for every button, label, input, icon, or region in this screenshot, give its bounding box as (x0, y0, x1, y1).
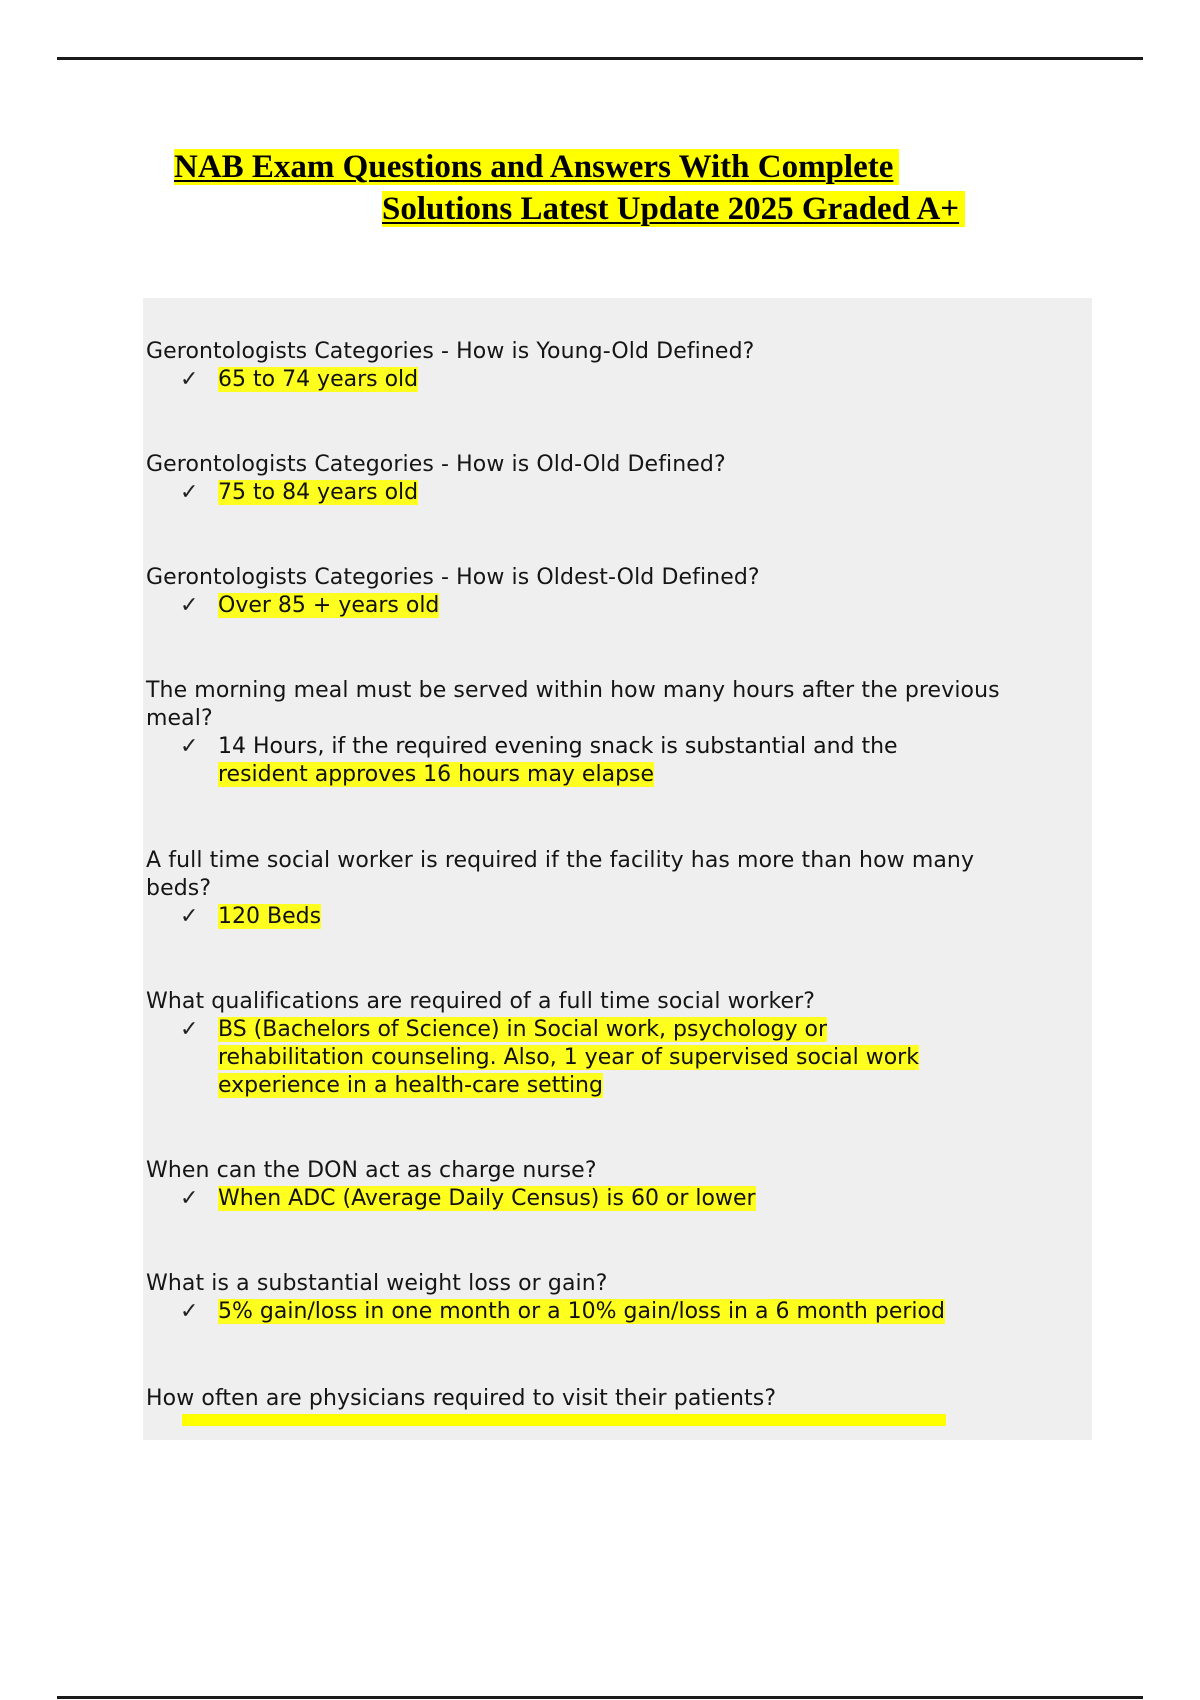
answer-line: experience in a health-care setting (218, 1073, 603, 1098)
qa-item (146, 1385, 1076, 1413)
answer (146, 733, 1076, 789)
question: Gerontologists Categories - How is Old-Old Defined? (146, 452, 726, 477)
question: Gerontologists Categories - How is Young-Old Defined? (146, 339, 755, 364)
qa-item (146, 1270, 1076, 1326)
bottom-rule (57, 1696, 1143, 1699)
question-line: The morning meal must be served within how many hours after the previous (146, 678, 1000, 703)
qa-item (146, 1157, 1076, 1213)
answer (146, 479, 1076, 507)
question: What is a substantial weight loss or gain? (146, 1271, 608, 1296)
answer-line: resident approves 16 hours may elapse (218, 762, 655, 787)
answer-line: 14 Hours, if the required evening snack is substantial and the (218, 734, 898, 759)
question (146, 677, 1076, 733)
qa-item (146, 988, 1076, 1100)
checkmark-icon: ✓ (180, 1299, 199, 1324)
checkmark-icon: ✓ (180, 367, 199, 392)
answer-text: Over 85 + years old (218, 593, 440, 618)
question: Gerontologists Categories - How is Oldest-Old Defined? (146, 565, 760, 590)
question: When can the DON act as charge nurse? (146, 1158, 597, 1183)
answer-text: When ADC (Average Daily Census) is 60 or lower (218, 1186, 756, 1211)
answer-text: 75 to 84 years old (218, 480, 419, 505)
qa-item (146, 338, 1076, 394)
answer-text: 120 Beds (218, 904, 322, 929)
answer (146, 903, 1076, 931)
title-line-2: Solutions Latest Update 2025 Graded A+ (382, 191, 965, 227)
answer (146, 1298, 1076, 1326)
question: How often are physicians required to visit their patients? (146, 1386, 777, 1411)
question-line: A full time social worker is required if the facility has more than how many (146, 848, 975, 873)
title-line-1: NAB Exam Questions and Answers With Complete (174, 149, 899, 185)
top-rule (57, 57, 1143, 60)
answer-text: 5% gain/loss in one month or a 10% gain/loss in a 6 month period (218, 1299, 945, 1324)
checkmark-icon: ✓ (180, 1186, 199, 1211)
answer (146, 592, 1076, 620)
highlight-bar (182, 1414, 946, 1426)
answer-line: BS (Bachelors of Science) in Social work, psychology or (218, 1017, 828, 1042)
qa-item (146, 677, 1076, 789)
question: What qualifications are required of a full time social worker? (146, 989, 816, 1014)
qa-item (146, 564, 1076, 620)
question-line: beds? (146, 876, 212, 901)
checkmark-icon: ✓ (180, 593, 199, 618)
answer (146, 1016, 1076, 1100)
answer-line: rehabilitation counseling. Also, 1 year of supervised social work (218, 1045, 919, 1070)
qa-item (146, 451, 1076, 507)
checkmark-icon: ✓ (180, 1017, 199, 1042)
answer-text: 65 to 74 years old (218, 367, 419, 392)
answer (146, 366, 1076, 394)
answer (146, 1185, 1076, 1213)
checkmark-icon: ✓ (180, 904, 199, 929)
checkmark-icon: ✓ (180, 480, 199, 505)
qa-item (146, 847, 1076, 931)
checkmark-icon: ✓ (180, 734, 199, 759)
question (146, 847, 1076, 903)
question-line: meal? (146, 706, 213, 731)
